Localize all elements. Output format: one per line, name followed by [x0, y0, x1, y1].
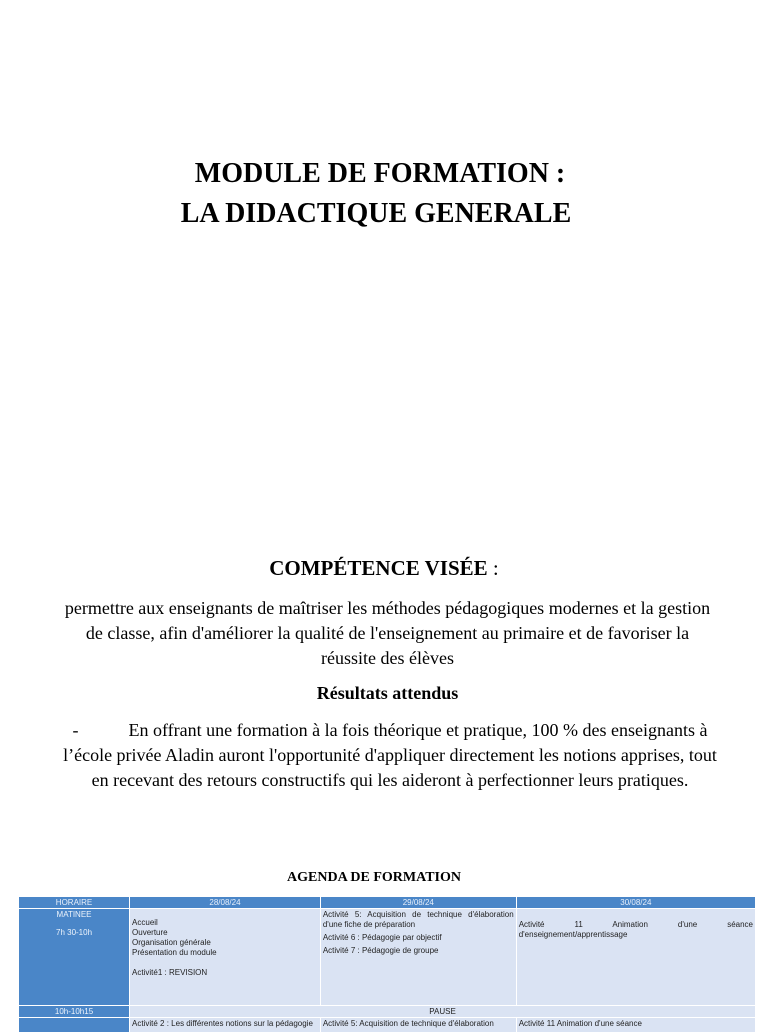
matinee-hour-cell	[19, 909, 130, 1006]
day1-item: Activité1 : REVISION	[132, 968, 208, 977]
results-bullet: -	[72, 720, 79, 740]
pause-hour-cell: 10h-10h15	[19, 1006, 130, 1018]
day2-item: Activité 5: Acquisition de technique d'élaboration d'une fiche de préparation	[322, 910, 514, 929]
agenda-header-row	[19, 897, 756, 909]
results-text: En offrant une formation à la fois théorique et pratique, 100 % des enseignants à l’école privée Aladin auront l'opportunité d'appliquer directement les notions apprises, tout en recevant des retours constructifs qui les aideront à perfectionner leurs pratiques.	[63, 720, 717, 790]
day2-item: Activité 6 : Pédagogie par objectif	[322, 933, 442, 942]
competence-label: COMPÉTENCE VISÉE	[269, 556, 488, 580]
matinee-day2-cell	[320, 909, 516, 1006]
agenda-title: AGENDA DE FORMATION	[287, 870, 461, 885]
results-paragraph	[55, 718, 725, 793]
header-day-2: 29/08/24	[320, 897, 516, 909]
agenda-row-pause	[19, 1006, 756, 1018]
competence-separator: :	[487, 556, 499, 580]
day3-item: Activité 11 Animation d'une séance d'enseignement/apprentissage	[518, 920, 753, 939]
day1-item: Accueil	[132, 918, 158, 927]
day1-item: Ouverture	[132, 928, 168, 937]
module-subtitle: LA DIDACTIQUE GENERALE	[180, 198, 572, 229]
header-day-3: 30/08/24	[516, 897, 755, 909]
day1-item: Organisation générale	[132, 938, 211, 947]
day1-item: Présentation du module	[132, 948, 217, 957]
matinee-time: 7h 30-10h	[56, 928, 93, 937]
day2-item: Activité 7 : Pédagogie de groupe	[322, 946, 439, 955]
matinee-day1-cell	[130, 909, 321, 1006]
next-day2-cell: Activité 5: Acquisition de technique d'élaboration	[320, 1018, 516, 1033]
module-title: MODULE DE FORMATION :	[194, 158, 566, 189]
header-day-1: 28/08/24	[130, 897, 321, 909]
next-day3-cell: Activité 11 Animation d'une séance	[516, 1018, 755, 1033]
next-hour-cell	[19, 1018, 130, 1033]
agenda-row-next	[19, 1018, 756, 1033]
agenda-table	[18, 896, 756, 1033]
next-day1-cell: Activité 2 : Les différentes notions sur la pédagogie	[130, 1018, 321, 1033]
matinee-label: MATINEE	[56, 910, 92, 919]
competence-heading	[0, 556, 768, 581]
competence-text: permettre aux enseignants de maîtriser les méthodes pédagogiques modernes et la gestion de classe, afin d'améliorer la qualité de l'enseignement au primaire et de favoriser la réussite des élèves	[64, 598, 711, 668]
pause-cell: PAUSE	[130, 1006, 756, 1018]
results-heading: Résultats attendus	[316, 683, 459, 703]
agenda-row-matinee	[19, 909, 756, 1006]
header-horaire: HORAIRE	[19, 897, 130, 909]
matinee-day3-cell	[516, 909, 755, 1006]
